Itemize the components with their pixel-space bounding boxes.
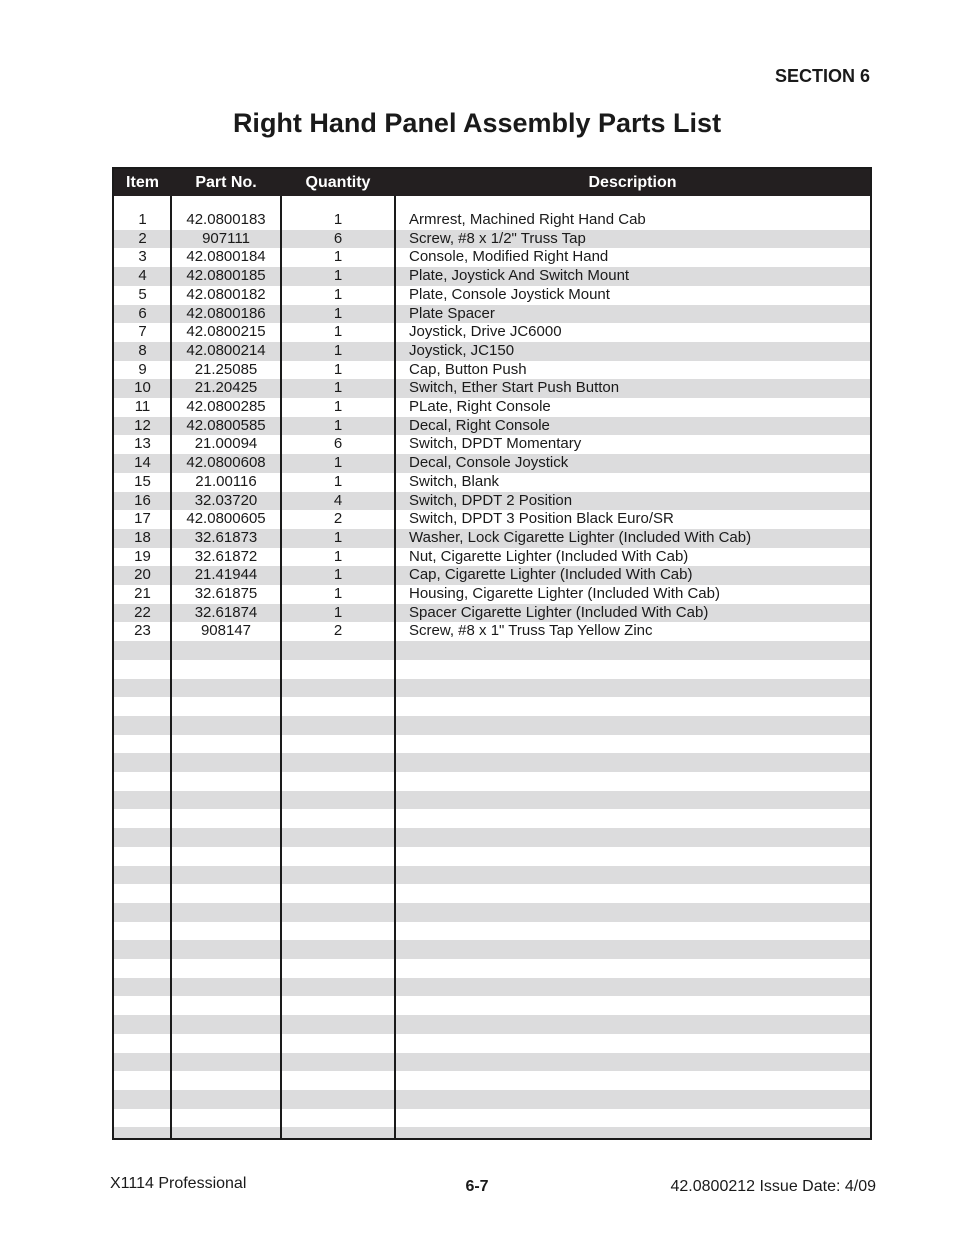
row-item: 7 [138,323,147,341]
row-quantity: 1 [333,547,343,565]
row-description: Console, Modified Right Hand [409,248,609,266]
row-part-no: 42.0800585 [186,416,266,434]
table-row [114,903,870,922]
table-row [114,622,870,641]
row-description: Washer, Lock Cigarette Lighter (Included With Cab) [409,528,752,546]
row-quantity: 1 [333,566,343,584]
row-item: 19 [134,547,151,565]
row-quantity: 1 [333,304,343,322]
table-row [114,735,870,754]
row-quantity: 6 [333,435,343,453]
table-row [114,772,870,791]
table-row [114,248,870,267]
header-quantity: Quantity [305,174,371,191]
footer-issue: 42.0800212 Issue Date: 4/09 [670,1178,876,1195]
row-description: Nut, Cigarette Lighter (Included With Cab) [409,547,689,565]
page-title: Right Hand Panel Assembly Parts List [232,108,722,138]
table-row [114,1034,870,1053]
table-row [114,996,870,1015]
table-row [114,473,870,492]
row-quantity: 1 [333,360,343,378]
row-quantity: 1 [333,454,343,472]
table-row [114,978,870,997]
row-part-no: 42.0800215 [186,323,266,341]
row-item: 1 [138,211,147,228]
row-quantity: 4 [333,491,343,509]
row-part-no: 907111 [202,229,250,247]
row-description: Plate, Console Joystick Mount [409,285,610,303]
footer-model: X1114 Professional [110,1175,247,1192]
column-divider [170,196,172,1138]
table-row [114,342,870,361]
table-row [114,211,870,230]
row-quantity: 1 [333,472,343,490]
column-divider [394,196,396,1138]
header-description: Description [588,174,677,191]
row-quantity: 1 [333,416,343,434]
table-row [114,1071,870,1090]
row-part-no: 21.00094 [194,435,258,453]
table-row [114,922,870,941]
table-row [114,548,870,567]
row-quantity: 1 [333,528,343,546]
table-row [114,940,870,959]
row-item: 15 [134,472,151,490]
row-part-no: 42.0800608 [186,454,266,472]
row-description: Joystick, Drive JC6000 [409,323,562,341]
row-quantity: 6 [333,229,343,247]
row-item: 21 [134,585,151,602]
row-item: 9 [138,360,147,378]
row-quantity: 1 [333,267,343,285]
row-part-no: 21.00116 [195,472,257,490]
table-row [114,1109,870,1128]
table-row [114,585,870,604]
parts-table [112,167,872,1140]
table-row [114,884,870,903]
table-row [114,454,870,473]
row-description: Switch, Ether Start Push Button [409,379,620,397]
table-row [114,1127,870,1140]
table-row [114,641,870,660]
table-row [114,529,870,548]
row-item: 22 [134,603,151,621]
row-quantity: 1 [333,248,343,266]
row-part-no: 42.0800186 [186,304,266,322]
row-item: 10 [134,379,151,397]
row-part-no: 42.0800185 [186,267,266,285]
row-description: Cap, Button Push [409,360,527,378]
row-item: 17 [134,510,151,528]
row-description: Decal, Right Console [409,416,550,434]
row-description: Joystick, JC150 [409,341,515,359]
table-row [114,866,870,885]
row-item: 6 [138,304,147,322]
column-divider [280,196,282,1138]
row-part-no: 42.0800214 [186,341,266,359]
footer-page-number: 6-7 [465,1178,489,1195]
table-row [114,267,870,286]
row-part-no: 21.41944 [194,566,258,584]
row-part-no: 32.61872 [194,547,258,565]
row-quantity: 1 [333,585,343,602]
row-part-no: 32.03720 [194,491,258,509]
table-row [114,361,870,380]
row-description: Decal, Console Joystick [409,454,569,472]
row-quantity: 2 [333,622,343,640]
table-row [114,417,870,436]
table-row [114,697,870,716]
row-quantity: 1 [333,603,343,621]
row-item: 4 [138,267,147,285]
row-description: Spacer Cigarette Lighter (Included With Cab) [409,603,709,621]
table-row [114,323,870,342]
row-item: 14 [134,454,151,472]
table-row [114,286,870,305]
row-item: 18 [134,528,151,546]
section-label: SECTION 6 [774,66,870,86]
table-row [114,604,870,623]
row-item: 13 [134,435,151,453]
row-item: 12 [134,416,151,434]
row-part-no: 21.20425 [194,379,258,397]
row-description: Plate, Joystick And Switch Mount [409,267,630,285]
table-row [114,959,870,978]
row-description: Armrest, Machined Right Hand Cab [409,211,646,228]
table-row [114,828,870,847]
row-part-no: 32.61873 [194,528,258,546]
row-item: 8 [138,341,147,359]
row-quantity: 1 [333,379,343,397]
table-header [114,169,870,196]
header-part-no: Part No. [195,174,257,191]
row-part-no: 42.0800605 [186,510,266,528]
row-description: Switch, DPDT Momentary [409,435,582,453]
row-part-no: 908147 [200,622,252,640]
table-row [114,679,870,698]
row-quantity: 1 [333,341,343,359]
row-part-no: 32.61874 [194,603,258,621]
table-row [114,230,870,249]
row-part-no: 42.0800184 [186,248,266,266]
table-row [114,1053,870,1072]
row-item: 20 [134,566,151,584]
row-part-no: 32.61875 [194,585,258,602]
row-quantity: 1 [333,398,343,415]
table-row [114,566,870,585]
table-row [114,398,870,417]
row-description: Housing, Cigarette Lighter (Included With Cab) [409,585,720,602]
row-description: Cap, Cigarette Lighter (Included With Cab) [409,566,693,584]
row-description: Switch, DPDT 3 Position Black Euro/SR [409,510,674,528]
row-item: 3 [138,248,147,266]
table-row [114,847,870,866]
row-quantity: 1 [333,211,343,228]
table-row [114,791,870,810]
row-part-no: 42.0800285 [186,398,266,415]
row-quantity: 1 [333,285,343,303]
row-part-no: 42.0800182 [186,285,266,303]
row-quantity: 2 [333,510,343,528]
row-description: Switch, Blank [409,472,500,490]
row-part-no: 42.0800183 [186,211,266,228]
header-item: Item [126,174,159,191]
row-item: 2 [138,229,147,247]
table-row [114,492,870,511]
table-row [114,809,870,828]
row-description: Screw, #8 x 1/2" Truss Tap [409,229,586,247]
table-row [114,305,870,324]
table-row [114,435,870,454]
table-row [114,1090,870,1109]
table-row [114,1015,870,1034]
row-part-no: 21.25085 [194,360,258,378]
row-item: 11 [134,398,151,415]
table-row [114,753,870,772]
row-description: Switch, DPDT 2 Position [409,491,573,509]
table-row [114,379,870,398]
table-row [114,660,870,679]
table-row [114,510,870,529]
row-description: PLate, Right Console [409,398,551,415]
row-item: 5 [138,285,147,303]
table-row [114,716,870,735]
row-description: Screw, #8 x 1" Truss Tap Yellow Zinc [409,622,653,640]
row-description: Plate Spacer [409,304,495,322]
row-quantity: 1 [333,323,343,341]
row-item: 23 [134,622,151,640]
row-item: 16 [134,491,151,509]
